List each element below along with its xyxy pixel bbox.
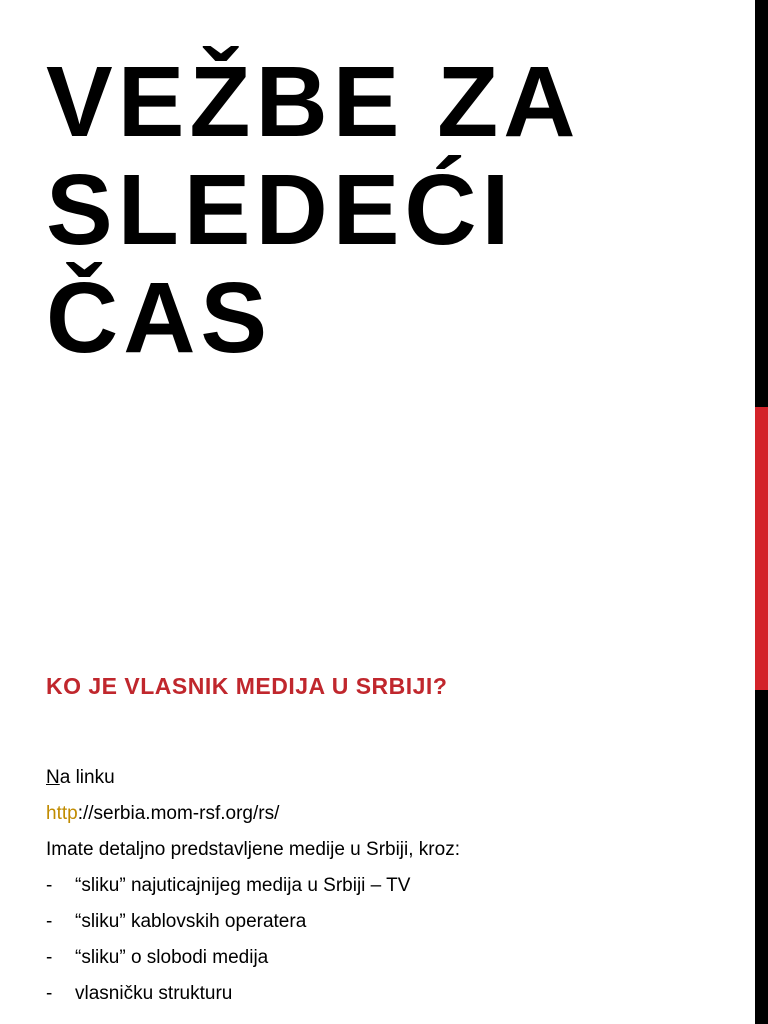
slide-title	[46, 48, 580, 372]
bullet-item	[46, 976, 746, 1012]
title-line-3: ČAS	[46, 262, 273, 374]
bullet-text: “sliku” o slobodi medija	[75, 947, 269, 968]
slide-subtitle: KO JE VLASNIK MEDIJA U SRBIJI?	[46, 673, 448, 699]
link-prefix[interactable]: http	[46, 803, 78, 824]
bullet-dash: -	[46, 947, 53, 968]
intro-line	[46, 760, 746, 796]
intro-rest: a linku	[59, 767, 115, 788]
link-line[interactable]	[46, 796, 746, 832]
bullet-text: “sliku” kablovskih operatera	[75, 911, 307, 932]
bullet-text: “sliku” najuticajnijeg medija u Srbiji – TV	[75, 875, 411, 896]
side-bar-red-accent	[755, 407, 768, 690]
intro-first-letter: N	[46, 767, 60, 788]
bullet-dash: -	[46, 875, 53, 896]
bullet-item	[46, 940, 746, 976]
bullet-item	[46, 868, 746, 904]
slide-body	[46, 760, 746, 1012]
title-line-1: VEŽBE ZA	[46, 46, 581, 158]
bullet-item	[46, 904, 746, 940]
bullet-dash: -	[46, 911, 53, 932]
bullet-dash: -	[46, 983, 53, 1004]
bullet-text: vlasničku strukturu	[75, 983, 233, 1004]
link-rest[interactable]: ://serbia.mom-rsf.org/rs/	[77, 803, 280, 824]
title-line-2: SLEDEĆI	[46, 154, 515, 266]
description-line: Imate detaljno predstavljene medije u Srbiji, kroz:	[46, 839, 460, 860]
